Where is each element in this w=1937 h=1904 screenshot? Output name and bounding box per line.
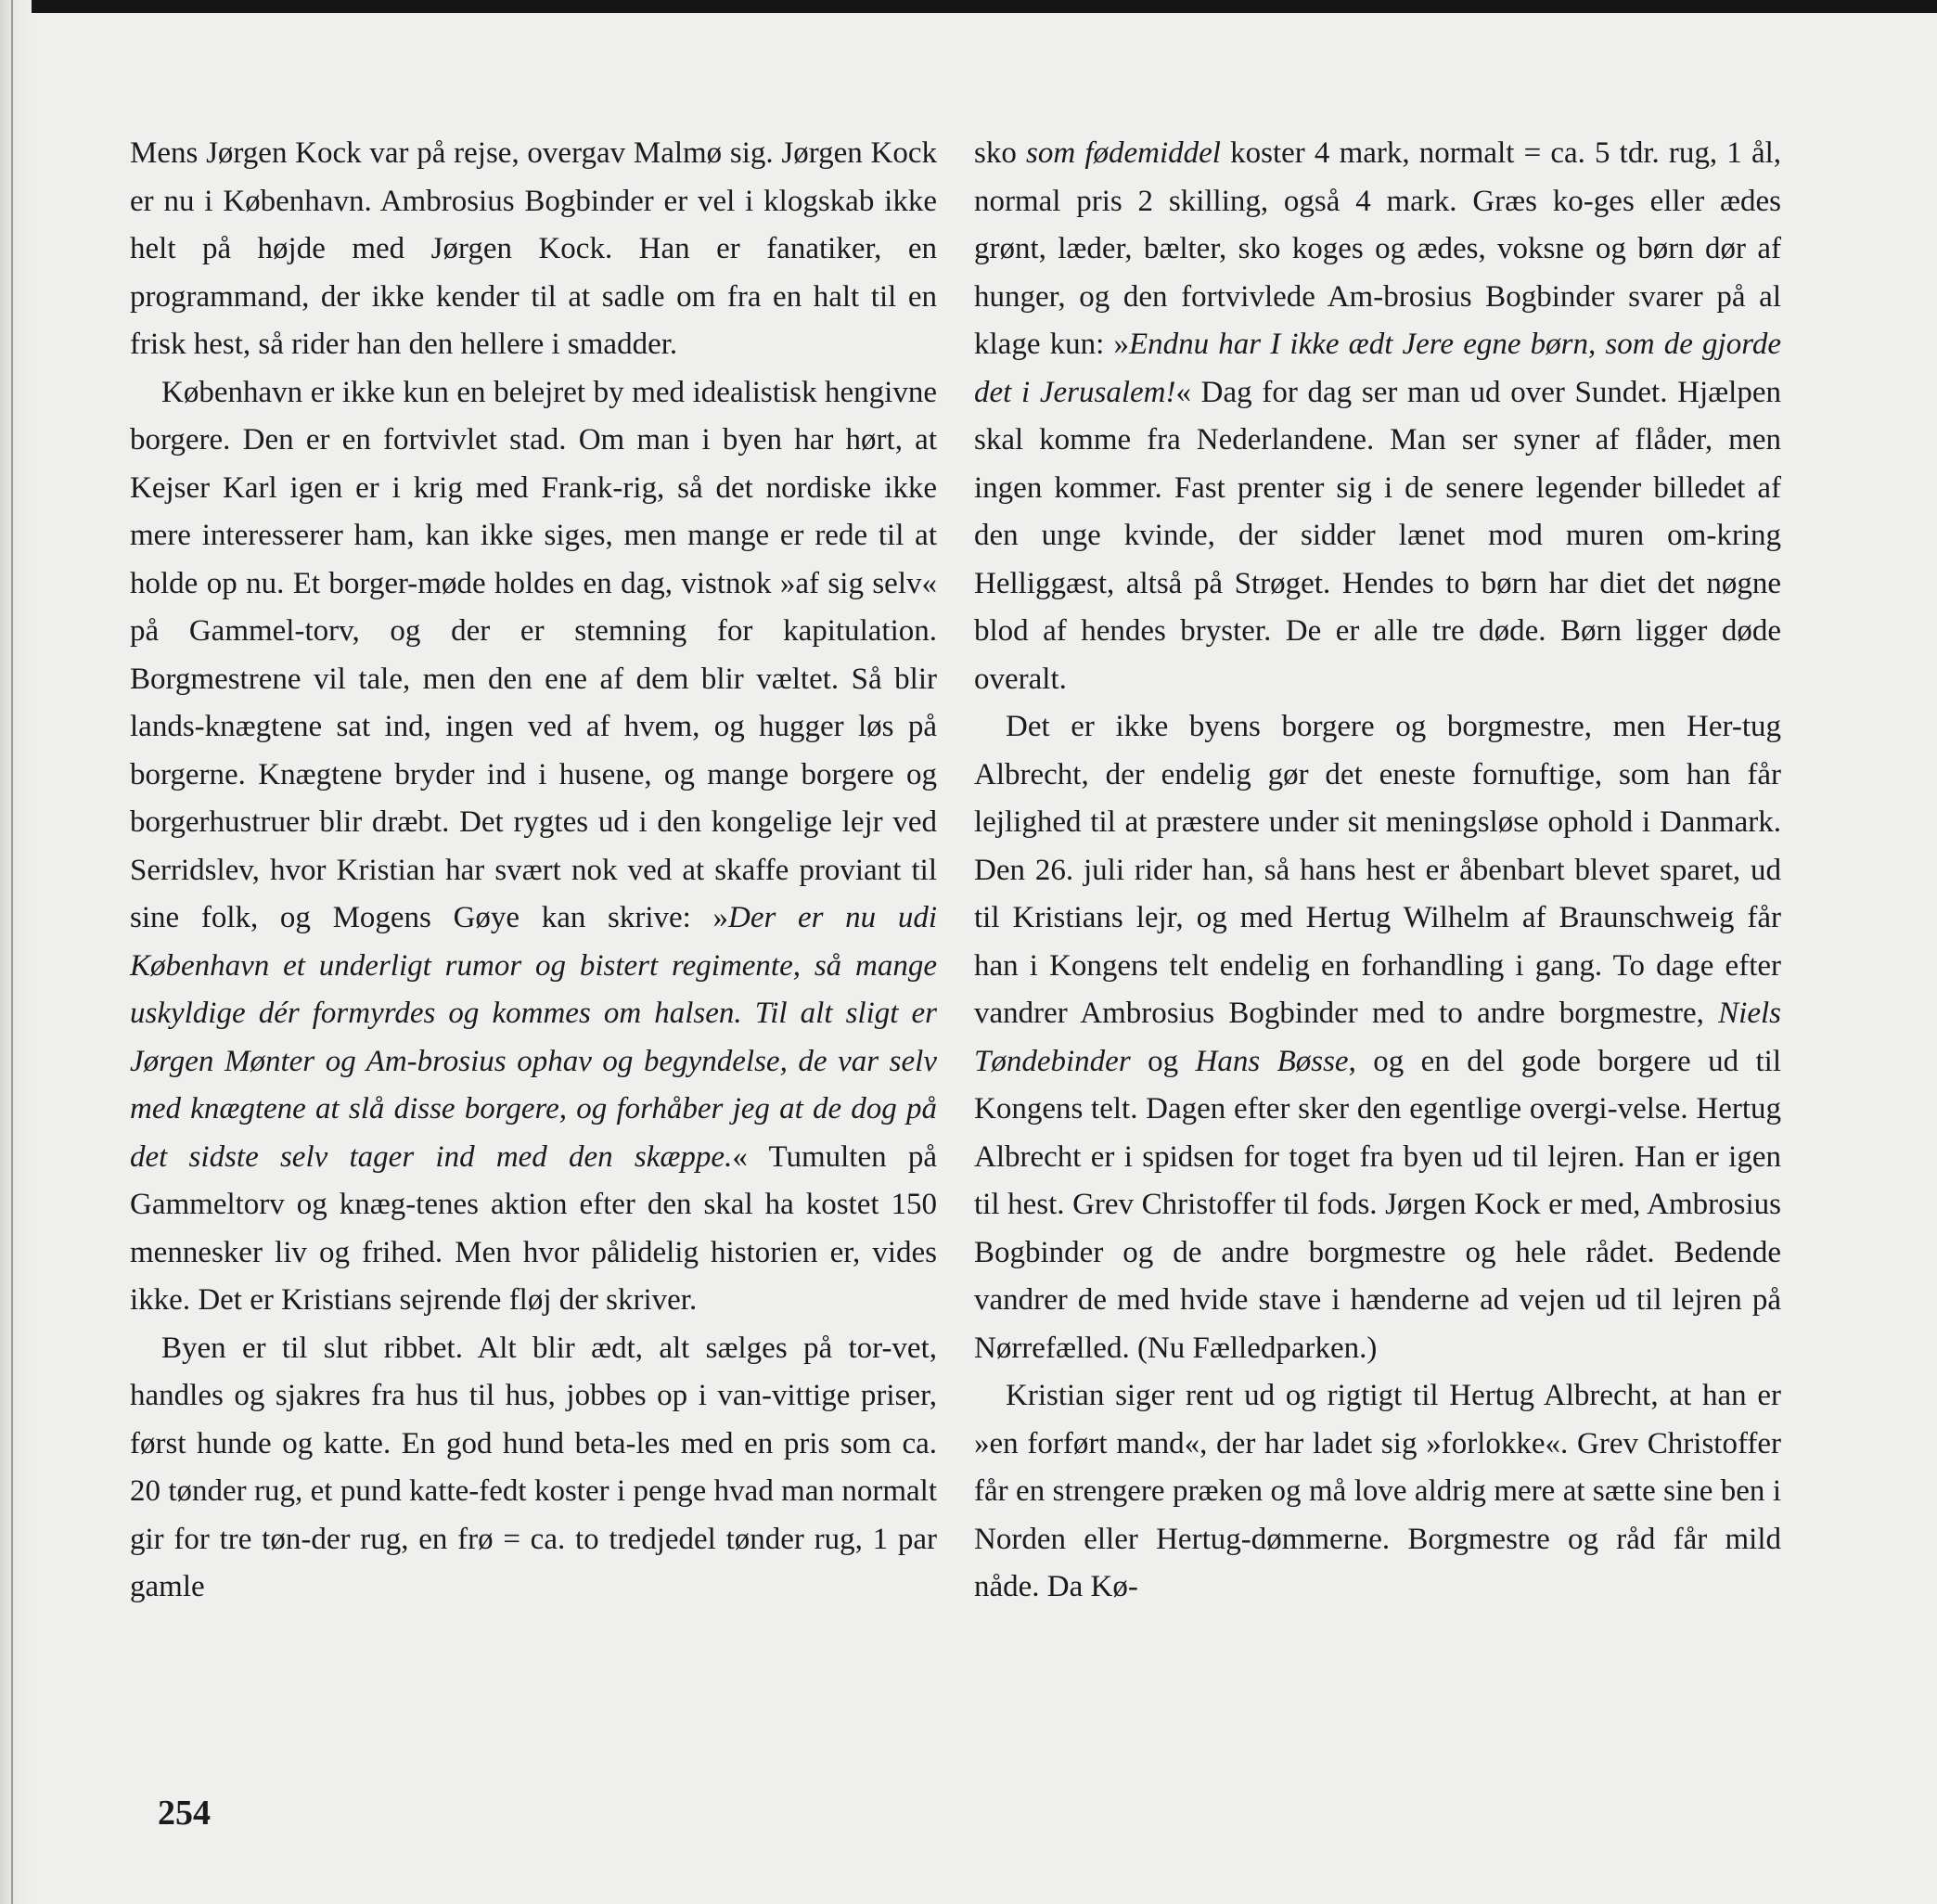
- body-text: Mens Jørgen Kock var på rejse, overgav Malmø sig. Jørgen Kock er nu i København. Ambrosius Bogbinder er vel i klogskab ikke helt på højde med Jørgen Kock. Han er fanatiker, en programmand, der ikke kender til at sadle om fra en halt til en frisk hest, så rider han den hellere i smadder.: [130, 136, 937, 361]
- body-text: Byen er til slut ribbet. Alt blir ædt, alt sælges på tor-vet, handles og sjakres fra hus til hus, jobbes op i van-vittige priser, først hunde og katte. En god hund beta-les med en pris som ca. 20 tønder rug, et pund katte-fedt koster i penge hvad man normalt gir for tre tøn-der rug, en frø = ca. to tredjedel tønder rug, 1 par gamle: [130, 1331, 937, 1603]
- body-text: « Dag for dag ser man ud over Sundet. Hjælpen skal komme fra Nederlandene. Man ser syner af flåder, men ingen kommer. Fast prenter sig i de senere legender billedet af den unge kvinde, der sidder lænet mod muren om-kring Helliggæst, altså på Strøget. Hendes to børn har diet det nøgne blod af hendes bryster. De er alle tre døde. Børn ligger døde overalt.: [974, 375, 1781, 696]
- right-column: [974, 130, 1781, 1612]
- body-text: Det er ikke byens borgere og borgmestre, men Her-tug Albrecht, der endelig gør det eneste fornuftige, som han får lejlighed til at præstere under sit meningsløse ophold i Danmark. Den 26. juli rider han, så hans hest er åbenbart blevet sparet, ud til Kristians lejr, og med Hertug Wilhelm af Braunschweig får han i Kongens telt endelig en forhandling i gang. To dage efter vandrer Ambrosius Bogbinder med to andre borgmestre,: [974, 710, 1781, 1030]
- body-text: , og en del gode borgere ud til Kongens telt. Dagen efter sker den egentlige overgi-velse. Hertug Albrecht er i spidsen for toget fra byen ud til lejren. Han er igen til hest. Grev Christoffer til fods. Jørgen Kock er med, Ambrosius Bogbinder og de andre borgmestre og hele rådet. Bedende vandrer de med hvide stave i hænderne ad vejen ud til lejren på Nørrefælled. (Nu Fælledparken.): [974, 1044, 1781, 1365]
- paragraph-p5: [974, 703, 1781, 1372]
- page-number: 254: [158, 1794, 211, 1833]
- paragraph-p1: [130, 130, 937, 369]
- body-text: og: [1130, 1044, 1196, 1078]
- italic-quote-text: Der er nu udi København et underligt rumor og bistert regimente, så mange uskyldige dér formyrdes og kommes om halsen. Til alt sligt er Jørgen Mønter og Am-brosius ophav og begyndelse, de var selv med knægtene at slå disse borgere, og forhåber jeg at de dog på det sidste selv tager ind med den skæppe.: [130, 901, 937, 1174]
- paragraph-p4: [974, 130, 1781, 703]
- italic-quote-text: som fødemiddel: [1026, 136, 1221, 170]
- body-text: Kristian siger rent ud og rigtigt til Hertug Albrecht, at han er »en forført mand«, der har ladet sig »forlokke«. Grev Christoffer får en strengere præken og må love aldrig mere at sætte sine ben i Norden eller Hertug-dømmerne. Borgmestre og råd får mild nåde. Da Kø-: [974, 1379, 1781, 1603]
- body-text: sko: [974, 136, 1026, 170]
- left-column: [130, 130, 937, 1612]
- paragraph-p2: [130, 369, 937, 1325]
- paragraph-p3: [130, 1325, 937, 1612]
- italic-quote-text: Niels Tøndebinder: [974, 997, 1781, 1078]
- paragraph-p6: [974, 1372, 1781, 1612]
- body-text: « Tumulten på Gammeltorv og knæg-tenes aktion efter den skal ha kostet 150 mennesker liv og frihed. Men hvor pålidelig historien er, vides ikke. Det er Kristians sejrende fløj der skriver.: [130, 1139, 938, 1317]
- body-text: koster 4 mark, normalt = ca. 5 tdr. rug, 1 ål, normal pris 2 skilling, også 4 mark. Græs ko-ges eller ædes grønt, læder, bælter, sko koges og ædes, voksne og børn dør af hunger, og den fortvivlede Am-brosius Bogbinder svarer på al klage kun: »: [974, 136, 1782, 361]
- italic-quote-text: Endnu har I ikke ædt Jere egne børn, som de gjorde det i Jerusalem!: [974, 328, 1781, 409]
- body-text: København er ikke kun en belejret by med idealistisk hengivne borgere. Den er en fortvivlet stad. Om man i byen har hørt, at Kejser Karl igen er i krig med Frank-rig, så det nordiske ikke mere interesserer ham, kan ikke siges, men mange er rede til at holde op nu. Et borger-møde holdes en dag, vistnok »af sig selv« på Gammel-torv, og der er stemning for kapitulation. Borgmestrene vil tale, men den ene af dem blir væltet. Så blir lands-knægtene sat ind, ingen ved af hvem, og hugger løs på borgerne. Knægtene bryder ind i husene, og mange borgere og borgerhustruer blir dræbt. Det rygtes ud i den kongelige lejr ved Serridslev, hvor Kristian har svært nok ved at skaffe proviant til sine folk, og Mogens Gøye kan skrive: »: [130, 375, 937, 934]
- italic-quote-text: Hans Bøsse: [1195, 1044, 1349, 1078]
